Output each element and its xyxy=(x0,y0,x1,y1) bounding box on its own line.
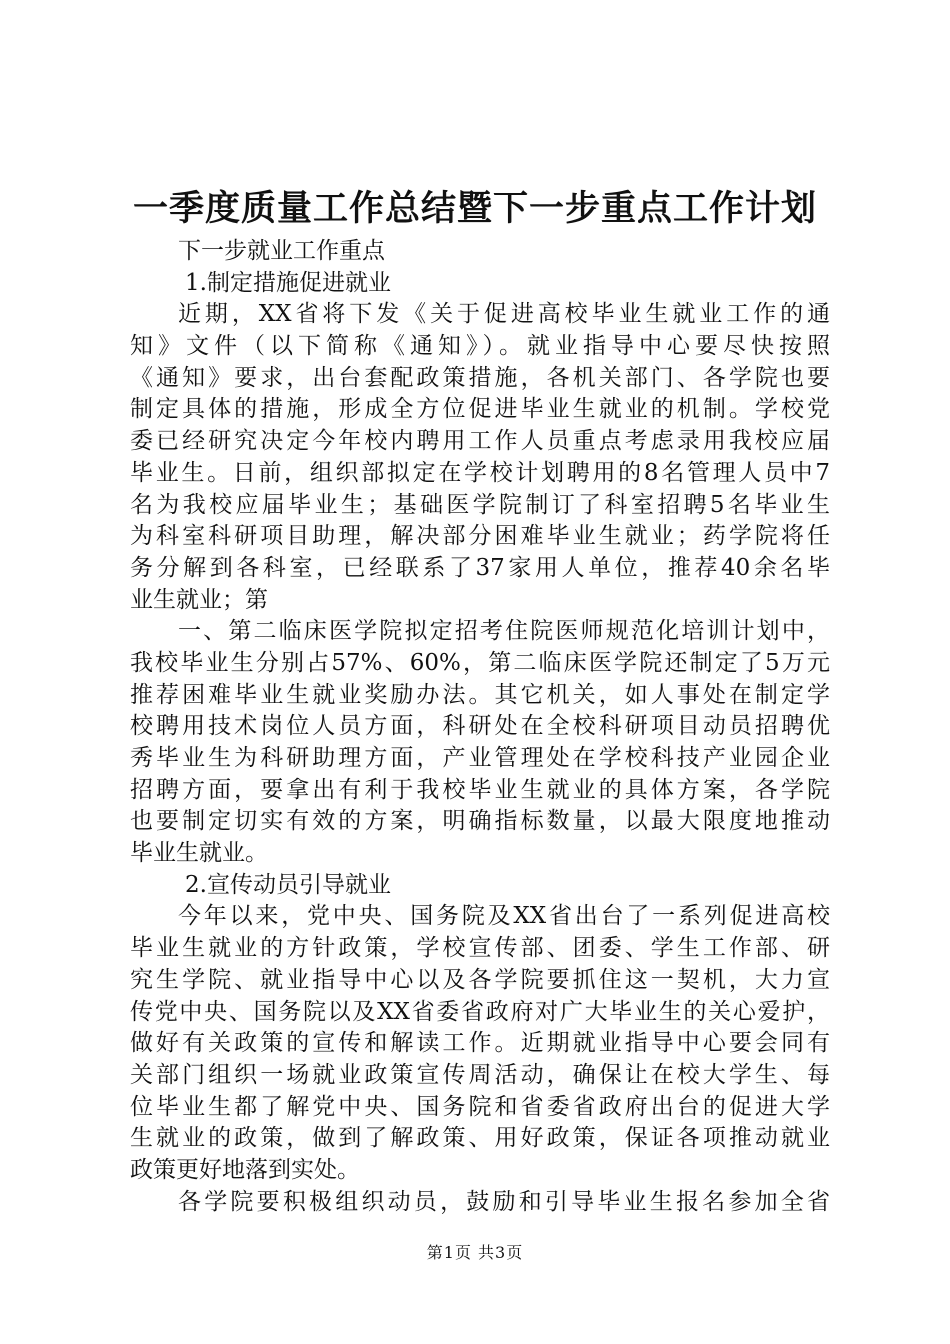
page-title: 一季度质量工作总结暨下一步重点工作计划 xyxy=(132,188,817,229)
subheading-2: 2.宣传动员引导就业 xyxy=(185,871,391,898)
paragraph-line: 一、第二临床医学院拟定招考住院医师规范化培训计划中， xyxy=(178,618,830,645)
paragraph-line: 为科室科研项目助理，解决部分困难毕业生就业；药学院将任 xyxy=(130,523,830,550)
paragraph-line: 校聘用技术岗位人员方面，科研处在全校科研项目动员招聘优 xyxy=(130,713,830,740)
paragraph-3 xyxy=(130,901,830,1186)
document-body xyxy=(130,236,830,1218)
paragraph-line: 近期，XX省将下发《关于促进高校毕业生就业工作的通 xyxy=(178,301,830,328)
paragraph-line: 也要制定切实有效的方案，明确指标数量，以最大限度地推动 xyxy=(130,808,830,835)
paragraph-line: 名为我校应届毕业生；基础医学院制订了科室招聘5名毕业生 xyxy=(130,491,830,518)
paragraph-line: 做好有关政策的宣传和解读工作。近期就业指导中心要会同有 xyxy=(130,1030,830,1057)
paragraph-line: 《通知》要求，出台套配政策措施，各机关部门、各学院也要 xyxy=(130,364,830,391)
paragraph-line: 秀毕业生为科研助理方面，产业管理处在学校科技产业园企业 xyxy=(130,745,830,771)
paragraph-line: 委已经研究决定今年校内聘用工作人员重点考虑录用我校应届 xyxy=(130,428,830,455)
paragraph-line: 招聘方面，要拿出有利于我校毕业生就业的具体方案，各学院 xyxy=(130,776,830,803)
paragraph-2 xyxy=(130,616,830,870)
paragraph-line: 政策更好地落到实处。 xyxy=(130,1156,360,1183)
paragraph-4 xyxy=(130,1187,830,1219)
paragraph-line: 知》文件（以下简称《通知》）。就业指导中心要尽快按照 xyxy=(130,333,830,360)
paragraph-line: 生就业的政策，做到了解政策、用好政策，保证各项推动就业 xyxy=(130,1125,830,1152)
paragraph-line: 关部门组织一场就业政策宣传周活动，确保让在校大学生、每 xyxy=(130,1061,830,1088)
paragraph-line: 位毕业生都了解党中央、国务院和省委省政府出台的促进大学 xyxy=(130,1093,830,1120)
paragraph-line: 我校毕业生分别占57%、60%，第二临床医学院还制定了5万元 xyxy=(130,649,830,676)
paragraph-line: 究生学院、就业指导中心以及各学院要抓住这一契机，大力宣 xyxy=(130,966,830,993)
paragraph-line: 务分解到各科室，已经联系了37家用人单位，推荐40余名毕 xyxy=(130,554,830,581)
page-number-footer: 第1页 共3页 xyxy=(426,1243,524,1262)
paragraph-line: 制定具体的措施，形成全方位促进毕业生就业的机制。学校党 xyxy=(130,396,830,423)
paragraph-line: 毕业生就业。 xyxy=(130,840,268,867)
subheading-1: 1.制定措施促进就业 xyxy=(185,269,391,296)
paragraph-line: 今年以来，党中央、国务院及XX省出台了一系列促进高校 xyxy=(178,903,830,930)
paragraph-1 xyxy=(130,299,830,616)
paragraph-line: 推荐困难毕业生就业奖励办法。其它机关，如人事处在制定学 xyxy=(130,681,830,708)
paragraph-line: 各学院要积极组织动员，鼓励和引导毕业生报名参加全省 xyxy=(178,1188,830,1215)
paragraph-line: 业生就业；第 xyxy=(130,586,268,613)
paragraph-line: 毕业生就业的方针政策，学校宣传部、团委、学生工作部、研 xyxy=(130,935,830,962)
paragraph-line: 毕业生。日前，组织部拟定在学校计划聘用的8名管理人员中7 xyxy=(130,459,830,486)
paragraph-line: 传党中央、国务院以及XX省委省政府对广大毕业生的关心爱护， xyxy=(130,998,830,1025)
section-heading: 下一步就业工作重点 xyxy=(178,238,385,264)
